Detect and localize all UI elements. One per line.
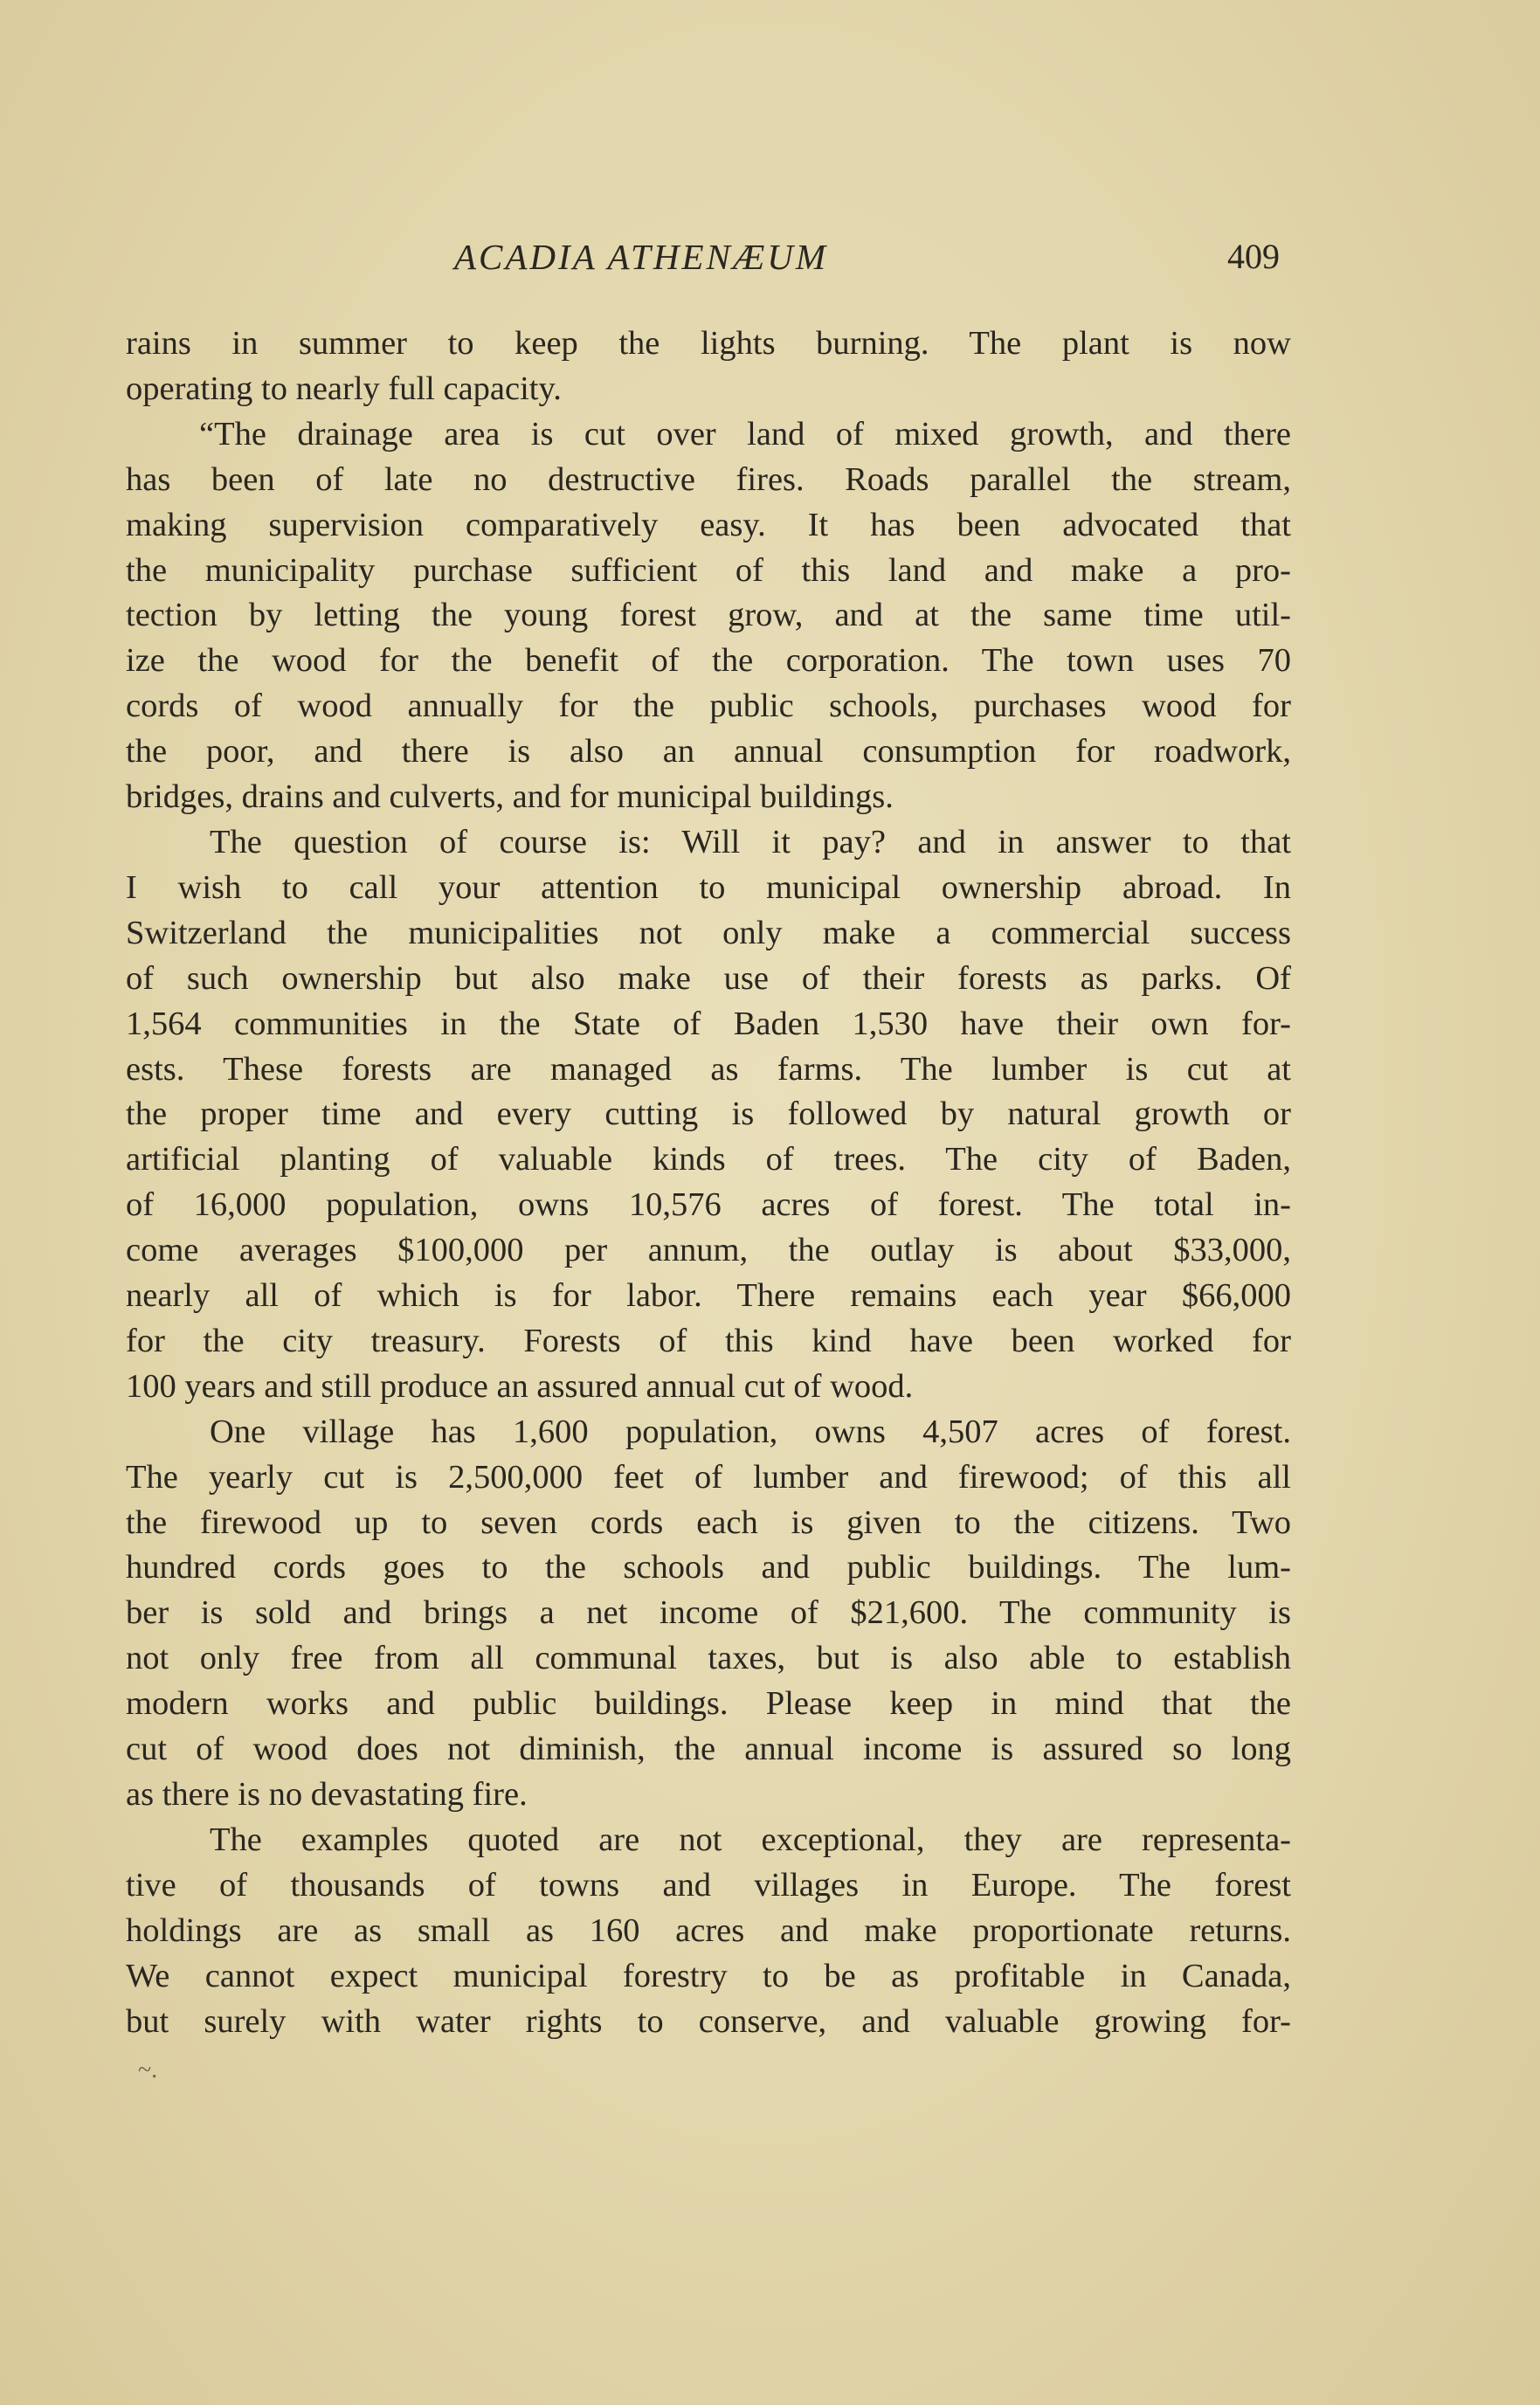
text-line: the proper time and every cutting is followed by natural growth or [126, 1095, 1291, 1133]
running-title: ACADIA ATHENÆUM [454, 237, 829, 277]
page-number: 409 [1227, 237, 1280, 276]
text-line: but surely with water rights to conserve, and valuable growing for- [126, 2002, 1291, 2040]
text-line: nearly all of which is for labor. There remains each year $66,000 [126, 1277, 1291, 1315]
text-line: modern works and public buildings. Please keep in mind that the [126, 1685, 1291, 1723]
paragraph [126, 1410, 1291, 1818]
text-line: cut of wood does not diminish, the annual income is assured so long [126, 1731, 1291, 1768]
text-line: Switzerland the municipalities not only make a commercial success [126, 914, 1291, 951]
text-line: I wish to call your attention to municipal ownership abroad. In [126, 868, 1291, 906]
text-line: ize the wood for the benefit of the corporation. The town uses 70 [126, 642, 1291, 680]
text-line: rains in summer to keep the lights burning. The plant is now [126, 325, 1291, 362]
text-line: 1,564 communities in the State of Baden 1,530 have their own for- [126, 1005, 1291, 1042]
text-line: of 16,000 population, owns 10,576 acres of forest. The total in- [126, 1186, 1291, 1224]
text-line: The question of course is: Will it pay? and in answer to that [210, 823, 1291, 860]
stray-mark: ~. [138, 2056, 158, 2084]
paragraph [126, 1818, 1291, 2045]
text-line: has been of late no destructive fires. Roads parallel the stream, [126, 460, 1291, 498]
text-line: One village has 1,600 population, owns 4,507 acres of forest. [210, 1413, 1291, 1450]
text-line: The examples quoted are not exceptional, they are representa- [210, 1821, 1291, 1858]
text-line: ber is sold and brings a net income of $21,600. The community is [126, 1594, 1291, 1632]
text-line: operating to nearly full capacity. [126, 370, 562, 407]
text-line: come averages $100,000 per annum, the outlay is about $33,000, [126, 1232, 1291, 1269]
paragraph [126, 820, 1291, 1410]
text-line: 100 years and still produce an assured annual cut of wood. [126, 1367, 914, 1405]
text-line: for the city treasury. Forests of this kind have been worked for [126, 1322, 1291, 1359]
paragraph [126, 321, 1291, 412]
text-line: the municipality purchase sufficient of this land and make a pro- [126, 551, 1291, 589]
text-line: making supervision comparatively easy. It has been advocated that [126, 506, 1291, 543]
text-line: bridges, drains and culverts, and for municipal buildings. [126, 778, 894, 816]
text-line: “The drainage area is cut over land of mixed growth, and there [199, 415, 1291, 453]
text-line: artificial planting of valuable kinds of trees. The city of Baden, [126, 1141, 1291, 1178]
text-line: of such ownership but also make use of their forests as parks. Of [126, 959, 1291, 997]
text-line: hundred cords goes to the schools and public buildings. The lum- [126, 1549, 1291, 1586]
text-line: the firewood up to seven cords each is given to the citizens. Two [126, 1503, 1291, 1541]
text-line: holdings are as small as 160 acres and make proportionate returns. [126, 1911, 1291, 1949]
text-line: the poor, and there is also an annual consumption for roadwork, [126, 733, 1291, 771]
text-line: not only free from all communal taxes, but is also able to establish [126, 1640, 1291, 1677]
text-line: tive of thousands of towns and villages in Europe. The forest [126, 1866, 1291, 1904]
paragraph [126, 412, 1291, 820]
article-body [126, 321, 1291, 2044]
text-line: cords of wood annually for the public schools, purchases wood for [126, 688, 1291, 725]
text-line: tection by letting the young forest grow, and at the same time util- [126, 597, 1291, 634]
text-line: as there is no devastating fire. [126, 1776, 528, 1813]
text-line: The yearly cut is 2,500,000 feet of lumber and firewood; of this all [126, 1458, 1291, 1496]
text-line: ests. These forests are managed as farms. The lumber is cut at [126, 1050, 1291, 1088]
text-line: We cannot expect municipal forestry to be as profitable in Canada, [126, 1957, 1291, 1994]
